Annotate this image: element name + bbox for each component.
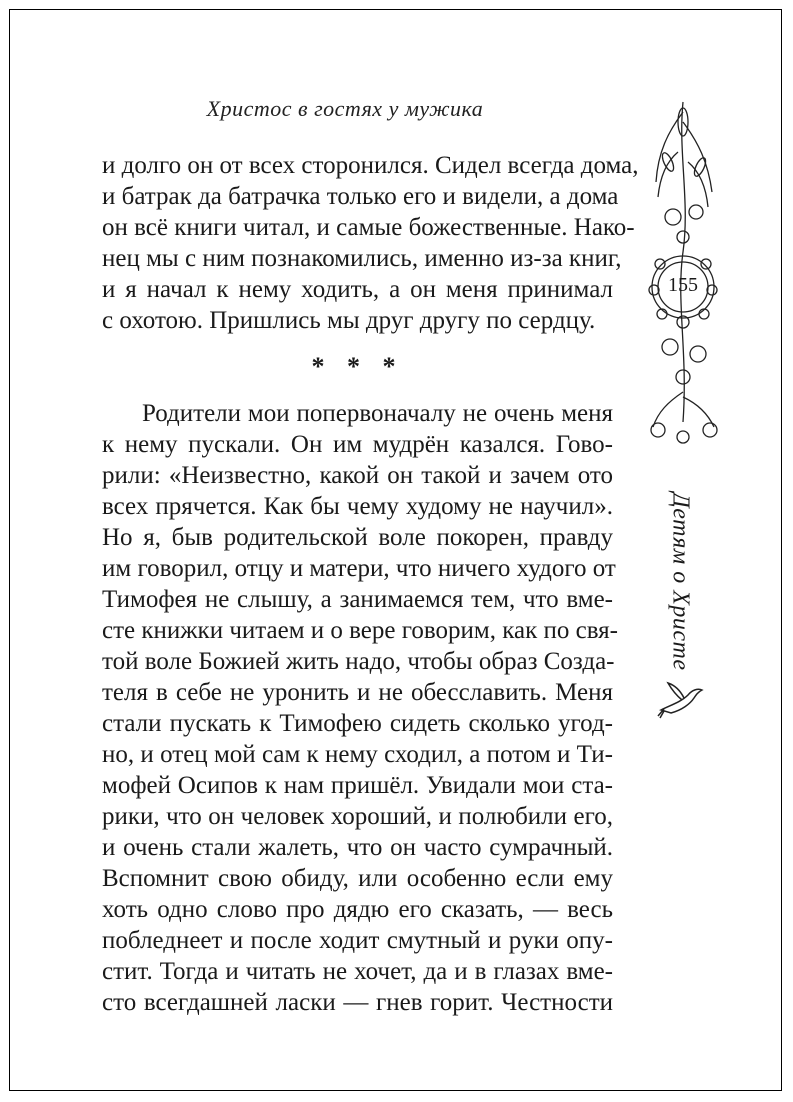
text-line: нец мы с ним познакомились, именно из-за книг, [102, 245, 622, 272]
running-head: Христос в гостях у мужика [206, 96, 484, 121]
text-line: и батрак да батрачка только его и видели, а дома [102, 183, 619, 210]
text-line: и очень стали жалеть, что он часто сумрачный. [102, 834, 613, 861]
bird-icon [656, 680, 706, 720]
text-line: теля в себе не уронить и не обесславить. Меня [102, 679, 613, 706]
text-line: стит. Тогда и читать не хочет, да и в глазах вме- [102, 958, 613, 985]
text-line: стали пускать к Тимофею сидеть сколько угод- [102, 710, 613, 737]
text-line: к нему пускали. Он им мудрён казался. Гово- [102, 431, 613, 458]
text-line: Родители мои попервоначалу не очень меня [142, 400, 613, 427]
text-line: но, и отец мой сам к нему сходил, а потом и Ти- [102, 741, 613, 768]
text-line: рики, что он человек хороший, и полюбили его, [102, 803, 613, 830]
text-line: рили: «Неизвестно, какой он такой и зачем ото [102, 462, 613, 489]
text-line: с охотою. Пришлись мы друг другу по сердцу. [102, 307, 596, 334]
text-line: им говорил, отцу и матери, что ничего худого от [102, 555, 616, 582]
text-line: сте книжки читаем и о вере говорим, как по свя- [102, 617, 618, 644]
text-line: он всё книги читал, и самые божественные. Нако- [102, 214, 635, 241]
section-separator: * * * [311, 352, 404, 381]
text-line: побледнеет и после ходит смутный и руки опу- [102, 927, 613, 954]
page-number: 155 [668, 274, 698, 296]
text-line: сто всегдашней ласки — гнев горит. Честности [102, 989, 613, 1016]
text-line: Но я, быв родительской воле покорен, правду [102, 524, 613, 551]
text-line: и я начал к нему ходить, а он меня принимал [102, 276, 613, 303]
text-line: Вспомнит свою обиду, или особенно если ему [102, 865, 613, 892]
text-line: всех прячется. Как бы чему худому не научил». [102, 493, 613, 520]
side-title: Детям о Христе [667, 492, 694, 671]
text-line: Тимофея не слышу, а занимаемся тем, что вме- [102, 586, 613, 613]
text-line: и долго он от всех сторонился. Сидел всегда дома, [102, 152, 639, 179]
text-line: той воле Божией жить надо, чтобы образ Созда- [102, 648, 615, 675]
body-text [102, 150, 639, 1018]
text-line: мофей Осипов к нам пришёл. Увидали мои ста- [102, 772, 613, 799]
text-line: хоть одно слово про дядю его сказать, — весь [102, 896, 613, 923]
